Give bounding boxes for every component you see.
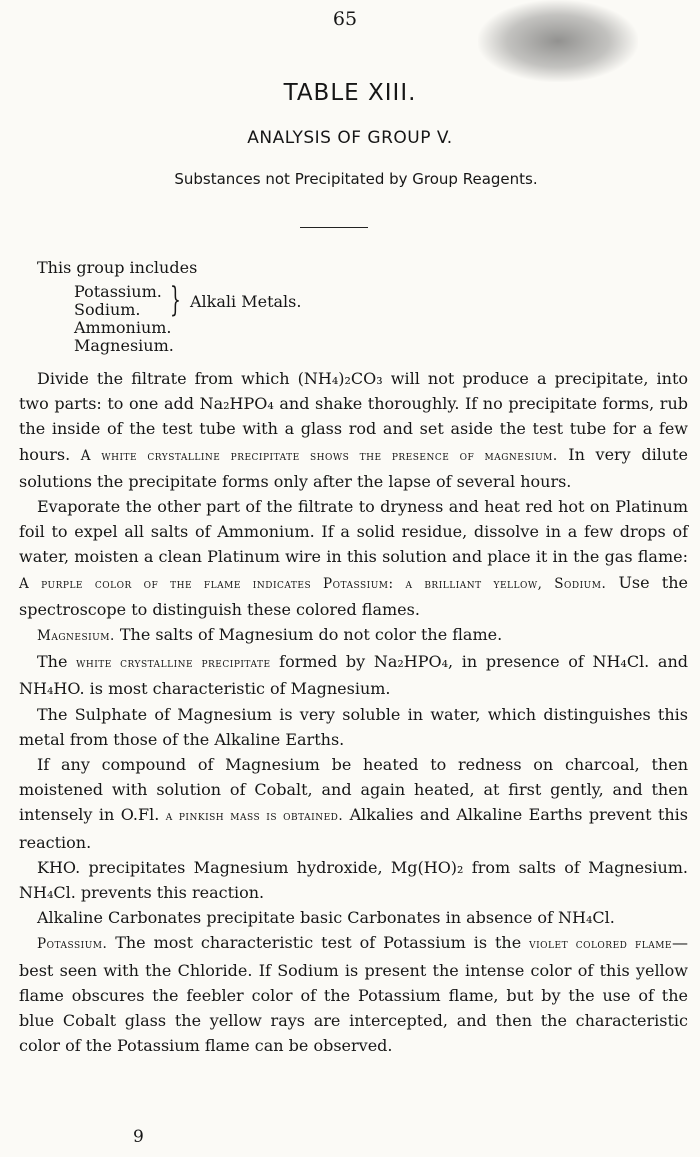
emphasis-text: A white crystalline precipitate shows the presence of magnesium. bbox=[80, 447, 558, 464]
text-run: If any compound of Magnesium be heated to redness on charcoal, then moistened with solution of Cobalt, and again heated, at first gently, and then intensely in O.Fl. bbox=[19, 755, 688, 825]
text-run: Divide the filtrate from which (NH₄)₂CO₃ will not produce a precipitate, into two parts: to one add Na₂HPO₄ and shake thoroughly. If no precipitate forms, rub the inside of the test tube with a glass rod and set aside the test tube for a few hours. bbox=[19, 369, 688, 464]
intro-text: This group includes bbox=[37, 258, 198, 277]
text-run: formed by Na₂HPO₄, in presence of NH₄Cl. and NH₄HO. is most characteristic of Magnesium. bbox=[19, 652, 689, 699]
text-run: Evaporate the other part of the filtrate to dryness and heat red hot on Platinum foil to expel all salts of Ammonium. If a solid residue, dissolve in a few drops of water, moisten a clean Platinum wire in this solution and place it in the gas flame: bbox=[19, 497, 688, 567]
metal-item: Sodium. bbox=[74, 300, 141, 319]
metal-item: Ammonium. bbox=[74, 318, 172, 337]
signature-number: 9 bbox=[133, 1127, 144, 1147]
brace-label: Alkali Metals. bbox=[190, 292, 302, 311]
metal-item: Magnesium. bbox=[74, 336, 174, 355]
text-run: In very dilute solutions the precipitate forms only after the lapse of several hours. bbox=[19, 444, 689, 491]
paragraph bbox=[19, 494, 688, 622]
text-run: The salts of Magnesium do not color the flame. bbox=[114, 625, 503, 645]
paragraph bbox=[19, 622, 688, 649]
emphasis-text: Potassium. bbox=[37, 936, 108, 953]
section-subheading: Substances not Precipitated by Group Reagents. bbox=[174, 170, 538, 188]
page-number: 65 bbox=[332, 8, 358, 30]
table-title: TABLE XIII. bbox=[283, 80, 417, 106]
metal-list bbox=[74, 283, 174, 355]
text-run: Use the spectroscope to distinguish these colored flames. bbox=[19, 572, 688, 619]
emphasis-text: Magnesium. bbox=[37, 628, 115, 645]
paragraph bbox=[19, 930, 688, 1058]
paragraph bbox=[19, 366, 688, 494]
text-run: The bbox=[37, 652, 77, 672]
paragraph: The Sulphate of Magnesium is very soluble in water, which distinguishes this metal from those of the Alkaline Earths. bbox=[19, 704, 688, 749]
emphasis-text: a pinkish mass is obtained. bbox=[165, 808, 344, 825]
brace-glyph: } bbox=[170, 280, 181, 320]
paragraph bbox=[19, 752, 688, 855]
emphasis-text: violet colored flame bbox=[529, 936, 672, 953]
metal-item: Potassium. bbox=[74, 282, 162, 301]
divider-rule bbox=[300, 227, 368, 228]
text-run: Alkalies and Alkaline Earths prevent this reaction. bbox=[19, 805, 689, 852]
emphasis-text: A purple color of the flame indicates Potassium: a brilliant yellow, Sodium. bbox=[19, 575, 607, 592]
paragraph: KHO. precipitates Magnesium hydroxide, Mg(HO)₂ from salts of Magnesium. NH₄Cl. prevents this reaction. bbox=[19, 857, 688, 903]
text-run: —best seen with the Chloride. If Sodium is present the intense color of this yellow flame obscures the feebler color of the Potassium flame, but by the use of the blue Cobalt glass the yellow rays are intercepted, and then the characteristic color of the Potassium flame can be observed. bbox=[19, 933, 688, 1056]
text-run: The most characteristic test of Potassium is the bbox=[107, 933, 530, 953]
paragraph bbox=[19, 649, 688, 701]
body-text bbox=[19, 366, 688, 1058]
section-heading: ANALYSIS OF GROUP V. bbox=[247, 128, 453, 148]
paragraph: Alkaline Carbonates precipitate basic Carbonates in absence of NH₄Cl. bbox=[37, 908, 615, 928]
emphasis-text: white crystalline precipitate bbox=[76, 655, 271, 672]
